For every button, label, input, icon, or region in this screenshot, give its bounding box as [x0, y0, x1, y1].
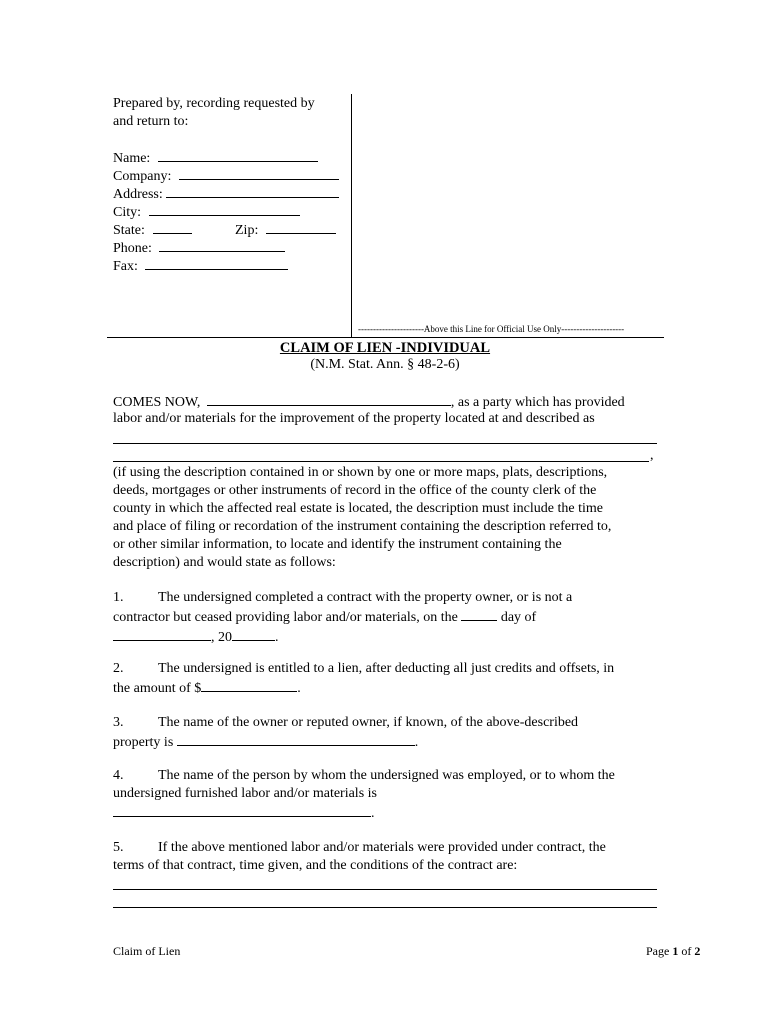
intro-line2: labor and/or materials for the improvement of the property located at and described as [113, 411, 595, 426]
city-blank[interactable] [149, 202, 300, 216]
comes-now-label: COMES NOW, [113, 395, 201, 410]
year-blank[interactable] [232, 627, 275, 641]
description-line: deeds, mortgages or other instruments of record in the office of the county clerk of the [113, 483, 597, 498]
name-blank[interactable] [158, 148, 318, 162]
item-number: 3. [113, 715, 124, 730]
item-1-line2: contractor but ceased providing labor and/or materials, on the [113, 610, 458, 625]
description-instructions [113, 464, 663, 572]
item-5-line1: If the above mentioned labor and/or materials were provided under contract, the [158, 840, 606, 855]
city-label: City: [113, 205, 142, 220]
phone-field [113, 238, 285, 258]
fax-field [113, 256, 288, 276]
property-description-line-1[interactable] [113, 443, 657, 444]
item-5 [113, 839, 663, 875]
zip-blank[interactable] [266, 220, 336, 234]
item-number: 2. [113, 661, 124, 676]
company-blank[interactable] [179, 166, 339, 180]
item-2-period: . [297, 681, 301, 696]
document-title: CLAIM OF LIEN -INDIVIDUAL [279, 340, 491, 356]
day-blank[interactable] [461, 607, 497, 621]
item-4-period: . [371, 806, 375, 821]
item-number: 4. [113, 768, 124, 783]
description-line: county in which the affected real estate is located, the description must include the time [113, 501, 603, 516]
header-horizontal-divider [107, 337, 664, 338]
description-line: (if using the description contained in or shown by one or more maps, plats, descriptions, [113, 465, 608, 480]
page-total: 2 [694, 944, 701, 958]
prepared-by-line2: and return to: [113, 114, 189, 129]
claimant-blank[interactable] [207, 392, 451, 406]
phone-label: Phone: [113, 241, 152, 256]
page-of: of [681, 944, 692, 958]
item-2-amount-label: the amount of $ [113, 681, 202, 696]
page-prefix: Page [646, 944, 670, 958]
month-blank[interactable] [113, 627, 211, 641]
description-line: description) and would state as follows: [113, 555, 336, 570]
prepared-by-line1: Prepared by, recording requested by [113, 96, 315, 111]
item-3-property-label: property is [113, 735, 174, 750]
item-4-line2: undersigned furnished labor and/or materials is [113, 786, 377, 801]
state-field [113, 220, 192, 240]
page-current: 1 [672, 944, 679, 958]
company-label: Company: [113, 169, 172, 184]
address-blank[interactable] [166, 184, 339, 198]
item-4 [113, 767, 663, 823]
footer-document-name: Claim of Lien [113, 944, 181, 958]
item-1 [113, 589, 663, 647]
item-3-line1: The name of the owner or reputed owner, if known, of the above-described [158, 715, 579, 730]
zip-label: Zip: [235, 223, 259, 238]
item-2-line1: The undersigned is entitled to a lien, after deducting all just credits and offsets, in [158, 661, 615, 676]
item-1-period: . [275, 630, 279, 645]
item-5-line2: terms of that contract, time given, and the conditions of the contract are: [113, 858, 518, 873]
item-1-line1: The undersigned completed a contract with the property owner, or is not a [158, 590, 573, 605]
description-line: and place of filing or recordation of the instrument containing the description referred to, [113, 519, 612, 534]
item-1-day-of: day of [500, 610, 537, 625]
item-2 [113, 660, 663, 698]
name-label: Name: [113, 151, 151, 166]
amount-blank[interactable] [201, 678, 297, 692]
employer-blank[interactable] [113, 803, 371, 817]
item-3 [113, 714, 663, 752]
city-field [113, 202, 300, 222]
item-3-period: . [414, 735, 419, 750]
address-label: Address: [113, 187, 163, 202]
description-line: or other similar information, to locate and identify the instrument containing the [113, 537, 562, 552]
comes-now-line [113, 392, 625, 412]
state-blank[interactable] [153, 220, 192, 234]
company-field [113, 166, 339, 186]
item-1-year-prefix: , 20 [211, 630, 232, 645]
footer-page-number [646, 944, 700, 959]
state-label: State: [113, 223, 145, 238]
description-comma: , [650, 448, 654, 463]
fax-blank[interactable] [145, 256, 288, 270]
item-number: 1. [113, 590, 124, 605]
contract-terms-line-2[interactable] [113, 907, 657, 908]
address-field [113, 184, 339, 204]
document-statute: (N.M. Stat. Ann. § 48-2-6) [310, 357, 460, 372]
item-number: 5. [113, 840, 124, 855]
header-vertical-divider [351, 94, 352, 338]
item-4-line1: The name of the person by whom the undersigned was employed, or to whom the [158, 768, 615, 783]
comes-now-tail: , as a party which has provided [450, 395, 625, 410]
zip-field [235, 220, 336, 240]
phone-blank[interactable] [159, 238, 285, 252]
property-description-line-2[interactable] [113, 461, 649, 462]
fax-label: Fax: [113, 259, 138, 274]
name-field [113, 148, 318, 168]
official-use-notice: ----------------------Above this Line for Official Use Only--------------------- [358, 324, 625, 334]
owner-blank[interactable] [177, 732, 415, 746]
contract-terms-line-1[interactable] [113, 889, 657, 890]
